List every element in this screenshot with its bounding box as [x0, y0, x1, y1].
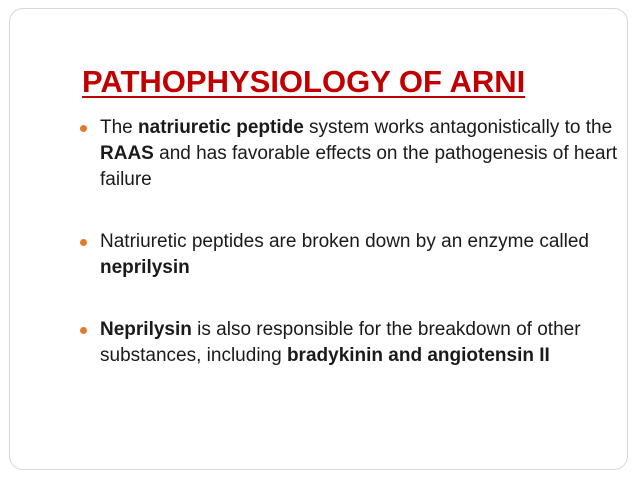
bullet-dot-icon — [80, 125, 87, 132]
bullet-dot-icon — [80, 327, 87, 334]
bullet-text-3: Neprilysin is also responsible for the breakdown of other substances, including bradykinin and angiotensin II — [100, 319, 581, 366]
bullet-item-1 — [80, 115, 620, 193]
bullet-text-1: The natriuretic peptide system works antagonistically to the RAAS and has favorable effects on the pathogenesis of heart failure — [100, 117, 618, 190]
bullet-item-2 — [80, 229, 620, 281]
bullet-item-3 — [80, 317, 620, 369]
bullet-list — [80, 115, 620, 369]
slide-frame — [9, 8, 628, 470]
bullet-text-2: Natriuretic peptides are broken down by an enzyme called neprilysin — [100, 231, 589, 278]
slide-title: PATHOPHYSIOLOGY OF ARNI — [82, 64, 526, 99]
bullet-dot-icon — [80, 239, 87, 246]
